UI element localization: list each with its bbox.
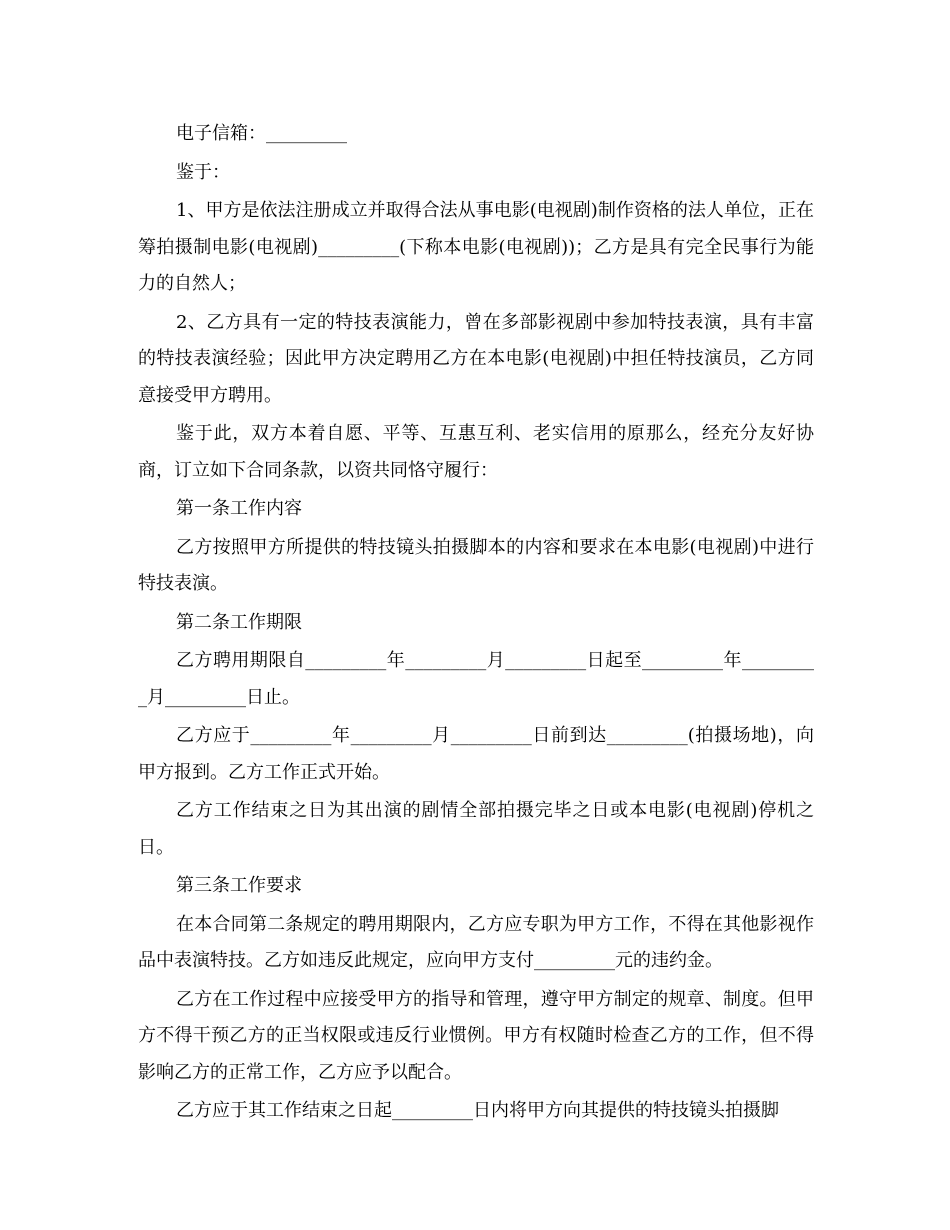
article-2-report: 乙方应于_________年_________月_________日前到达_________(拍摄场地)，向甲方报到。乙方工作正式开始。 (138, 725, 814, 783)
email-line: 电子信箱：_________ (176, 123, 347, 144)
article-3-heading: 第三条工作要求 (176, 875, 302, 896)
article-2-term: 乙方聘用期限自_________年_________月_________日起至_________年_________月_________日止。 (138, 650, 814, 708)
article-1-heading: 第一条工作内容 (176, 498, 302, 519)
document-body (138, 116, 814, 1132)
agreement-intro: 鉴于此，双方本着自愿、平等、互惠互利、老实信用的原那么，经充分友好协商，订立如下合同条款，以资共同恪守履行： (138, 423, 814, 481)
whereas-clause-2: 2、乙方具有一定的特技表演能力，曾在多部影视剧中参加特技表演，具有丰富的特技表演经验；因此甲方决定聘用乙方在本电影(电视剧)中担任特技演员，乙方同意接受甲方聘用。 (138, 311, 814, 406)
article-3-return-script: 乙方应于其工作结束之日起_________日内将甲方向其提供的特技镜头拍摄脚 (176, 1100, 779, 1121)
article-3-management: 乙方在工作过程中应接受甲方的指导和管理，遵守甲方制定的规章、制度。但甲方不得干预乙方的正当权限或违反行业惯例。甲方有权随时检查乙方的工作，但不得影响乙方的正常工作，乙方应予以配合。 (138, 988, 814, 1083)
article-2-end: 乙方工作结束之日为其出演的剧情全部拍摄完毕之日或本电影(电视剧)停机之日。 (138, 800, 814, 858)
article-2-heading: 第二条工作期限 (176, 611, 302, 633)
article-1-text: 乙方按照甲方所提供的特技镜头拍摄脚本的内容和要求在本电影(电视剧)中进行特技表演。 (138, 536, 814, 594)
whereas-clause-1: 1、甲方是依法注册成立并取得合法从事电影(电视剧)制作资格的法人单位，正在筹拍摄制电影(电视剧)_________(下称本电影(电视剧))；乙方是具有完全民事行为能力的自然人； (138, 200, 814, 294)
article-3-exclusivity: 在本合同第二条规定的聘用期限内，乙方应专职为甲方工作，不得在其他影视作品中表演特技。乙方如违反此规定，应向甲方支付_________元的违约金。 (138, 913, 814, 971)
whereas-heading: 鉴于： (176, 161, 230, 183)
